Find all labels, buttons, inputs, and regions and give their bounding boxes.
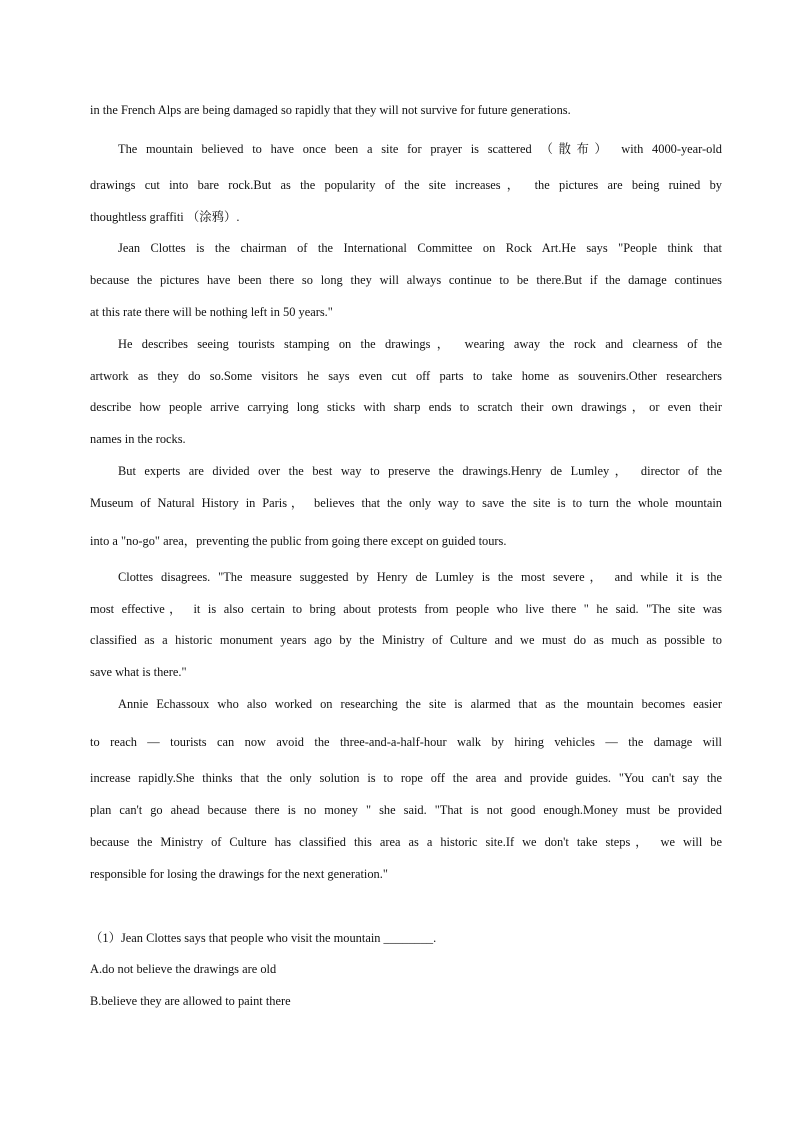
article-line-13: Museum of Natural History in Paris， believes that the only way to save the site is to turn the whole mountain — [90, 496, 722, 510]
article-line-23: because the Ministry of Culture has classified this area as a historic site.If we don't take steps， we will be — [90, 835, 722, 849]
article-line-2: The mountain believed to have once been a site for prayer is scattered （散布） with 4000-year-old — [118, 142, 722, 156]
article-line-15: Clottes disagrees. "The measure suggested by Henry de Lumley is the most severe， and while it is the — [118, 570, 722, 584]
article-line-19: Annie Echassoux who also worked on researching the site is alarmed that as the mountain becomes easier — [118, 697, 722, 711]
article-line-9: artwork as they do so.Some visitors he says even cut off parts to take home as souvenirs.Other researchers — [90, 369, 722, 383]
article-line-8: He describes seeing tourists stamping on the drawings， wearing away the rock and clearness of the — [118, 337, 722, 351]
article-line-10: describe how people arrive carrying long sticks with sharp ends to scratch their own drawings，or even their — [90, 400, 722, 414]
option-a: A.do not believe the drawings are old — [90, 962, 277, 976]
article-line-14: into a "no-go" area，preventing the public from going there except on guided tours. — [90, 534, 507, 548]
article-line-1: in the French Alps are being damaged so rapidly that they will not survive for future generations. — [90, 103, 571, 117]
article-line-21: increase rapidly.She thinks that the only solution is to rope off the area and provide guides. "You can't say the — [90, 771, 722, 785]
article-line-22: plan can't go ahead because there is no money " she said. "That is not good enough.Money must be provided — [90, 803, 722, 817]
article-line-6: because the pictures have been there so long they will always continue to be there.But if the damage continues — [90, 273, 722, 287]
article-line-24: responsible for losing the drawings for the next generation." — [90, 867, 388, 881]
article-line-17: classified as a historic monument years ago by the Ministry of Culture and we must do as much as possible to — [90, 633, 722, 647]
article-line-16: most effective， it is also certain to bring about protests from people who live there " he said. "The site was — [90, 602, 722, 616]
article-line-11: names in the rocks. — [90, 432, 186, 446]
article-line-20: to reach — tourists can now avoid the three-and-a-half-hour walk by hiring vehicles — the damage will — [90, 735, 722, 749]
article-line-7: at this rate there will be nothing left in 50 years." — [90, 305, 333, 319]
article-line-3: drawings cut into bare rock.But as the popularity of the site increases， the pictures are being ruined by — [90, 178, 722, 192]
option-b: B.believe they are allowed to paint there — [90, 994, 291, 1008]
article-line-5: Jean Clottes is the chairman of the International Committee on Rock Art.He says "People think that — [118, 241, 722, 255]
article-line-4: thoughtless graffiti （涂鸦）. — [90, 210, 240, 224]
article-line-18: save what is there." — [90, 665, 187, 679]
article-line-12: But experts are divided over the best way to preserve the drawings.Henry de Lumley， director of the — [118, 464, 722, 478]
question-stem: （1）Jean Clottes says that people who visit the mountain ________. — [90, 931, 437, 945]
